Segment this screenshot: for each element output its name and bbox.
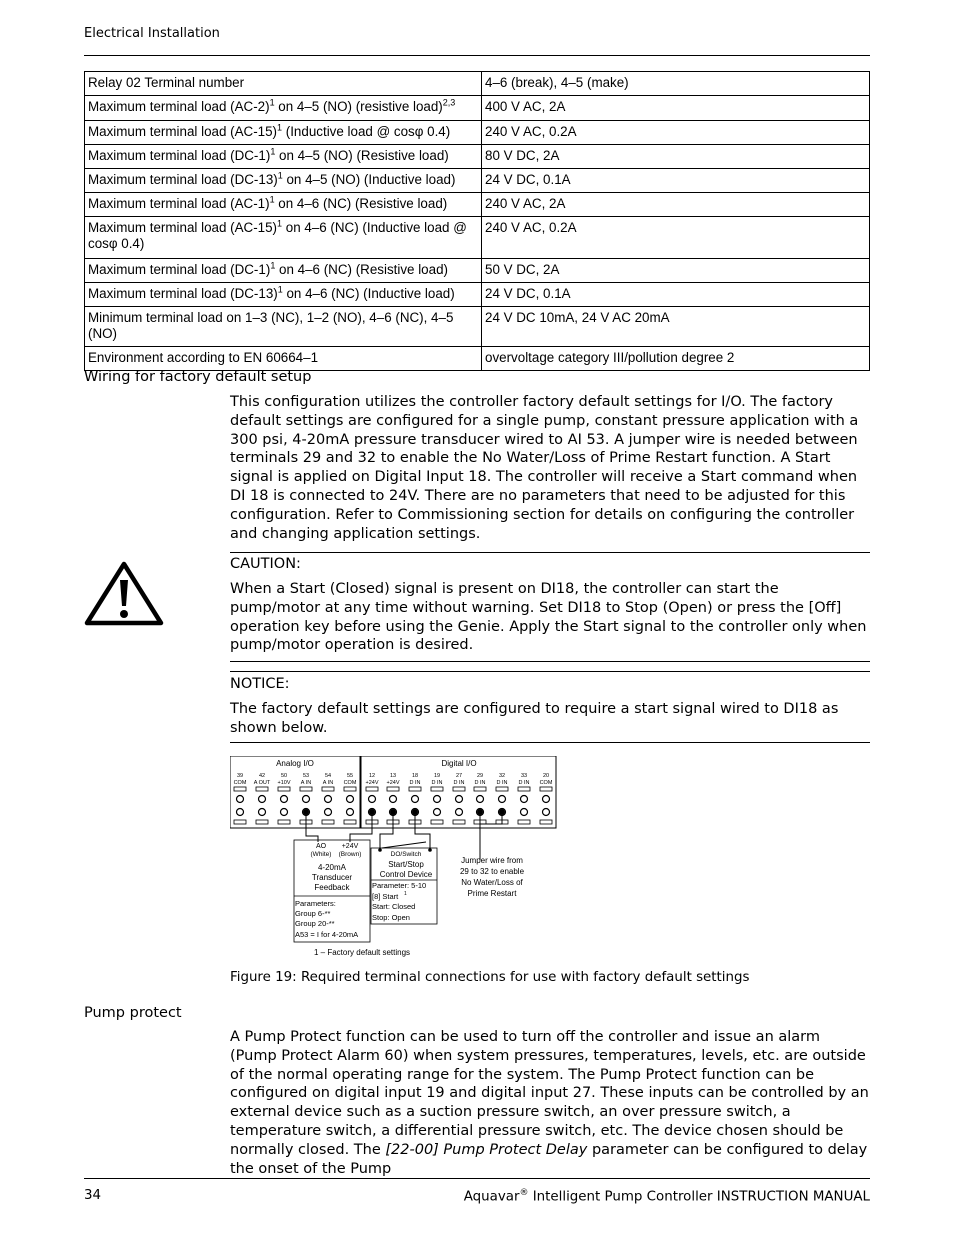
terminal-hole-upper	[369, 796, 376, 803]
terminal-number: 13	[389, 773, 397, 779]
terminal-number: 54	[324, 773, 332, 779]
terminal-function: D IN	[496, 780, 508, 786]
params-line4: A53 = I for 4-20mA	[295, 930, 359, 939]
terminal-number: 50	[280, 773, 288, 779]
terminal-function: +24V	[365, 780, 379, 786]
terminal-function: COM	[343, 780, 357, 786]
spec-parameter: Minimum terminal load on 1–3 (NC), 1–2 (NO), 4–6 (NC), 4–5 (NO)	[85, 307, 482, 347]
switch-line7: Stop: Open	[372, 913, 410, 922]
terminal-hole-lower	[543, 809, 550, 816]
terminal-function: COM	[539, 780, 553, 786]
terminal-hole-lower	[521, 809, 528, 816]
terminal-screw-top	[387, 787, 399, 791]
spec-row	[85, 72, 870, 96]
terminal-hole-upper	[390, 796, 397, 803]
transducer-line3: Feedback	[314, 883, 350, 892]
switch-wire-18	[415, 812, 430, 850]
junction-53	[303, 809, 309, 815]
terminal-hole-upper	[521, 796, 528, 803]
terminal-screw-top	[300, 787, 312, 791]
terminal-hole-upper	[259, 796, 266, 803]
terminal-function: D IN	[453, 780, 465, 786]
registered-mark: ®	[519, 1188, 529, 1198]
terminal-number: 20	[542, 773, 550, 779]
digital-io-title: Digital I/O	[441, 759, 477, 768]
pump-protect-text-a: A Pump Protect function can be used to turn off the controller and issue an alarm (Pump Protect Alarm 60) when system pressures, temperatures, levels, etc. are outside of the normal operating range for the system. The Pump Protect function can be configured on digital input 19 and digital input 27. These inputs can be controlled by an external device such as a suction pressure switch, an over pressure switch, a temperature switch, a differential pressure switch, etc. The device chosen should be normally closed. The	[230, 1029, 869, 1158]
terminal-hole-upper	[412, 796, 419, 803]
spec-row	[85, 217, 870, 259]
terminal-screw-top	[344, 787, 356, 791]
spec-value: 50 V DC, 2A	[482, 259, 870, 283]
terminal-hole-upper	[281, 796, 288, 803]
terminal-function: A IN	[322, 780, 334, 786]
brand-name: Aquavar	[463, 1189, 520, 1205]
spec-row	[85, 145, 870, 169]
spec-parameter: Maximum terminal load $(DC-1)^1$ on 4–6 (NC) (Resistive load)	[85, 259, 482, 283]
terminal-hole-upper	[499, 796, 506, 803]
terminal-hole-upper	[237, 796, 244, 803]
switch-wire-13	[380, 812, 393, 850]
spec-row	[85, 283, 870, 307]
spec-row	[85, 347, 870, 371]
terminal-hole-lower	[237, 809, 244, 816]
terminal-function: A OUT	[253, 780, 271, 786]
switch-line2: Start/Stop	[388, 860, 424, 869]
terminal-number: 18	[411, 773, 419, 779]
jumper-line1: Jumper wire from	[461, 856, 523, 865]
caution-bottom-rule	[230, 661, 870, 662]
terminal-screw-top	[409, 787, 421, 791]
terminal-number: 42	[258, 773, 266, 779]
switch-line4: Parameter: 5-10	[372, 881, 427, 890]
terminal-hole-lower	[325, 809, 332, 816]
terminal-hole-lower	[347, 809, 354, 816]
terminal-screw-top	[474, 787, 486, 791]
terminal-function: COM	[233, 780, 247, 786]
terminal-screw-top	[256, 787, 268, 791]
junction-32	[499, 809, 505, 815]
transducer-line1: 4-20mA	[317, 863, 347, 872]
junction-12	[369, 809, 375, 815]
spec-value: 24 V DC, 0.1A	[482, 169, 870, 193]
ao-wire	[306, 812, 318, 842]
spec-value: 240 V AC, 0.2A	[482, 121, 870, 145]
junction-13	[390, 809, 396, 815]
switch-line1: DO/Switch	[390, 851, 422, 858]
warning-triangle-icon	[84, 560, 164, 630]
jumper-line2: 29 to 32 to enable	[459, 867, 525, 876]
terminal-hole-upper	[456, 796, 463, 803]
spec-value: 4–6 (break), 4–5 (make)	[482, 72, 870, 96]
terminal-number: 19	[433, 773, 441, 779]
terminal-screw-top	[322, 787, 334, 791]
pump-protect-param-ref: [22-00] Pump Protect Delay	[385, 1141, 588, 1158]
header-rule	[84, 55, 870, 56]
terminal-number: 27	[455, 773, 463, 779]
spec-row	[85, 307, 870, 347]
terminal-number: 12	[368, 773, 376, 779]
terminal-screw-top	[496, 787, 508, 791]
terminal-screw-top	[278, 787, 290, 791]
terminal-function: A IN	[300, 780, 312, 786]
wiring-heading: Wiring for factory default setup	[84, 369, 312, 385]
terminal-hole-lower	[281, 809, 288, 816]
figure-caption: Figure 19: Required terminal connections for use with factory default settings	[230, 970, 750, 985]
notice-bottom-rule	[230, 742, 870, 743]
switch-line5-sup: 1	[404, 891, 407, 897]
spec-value: 400 V AC, 2A	[482, 96, 870, 121]
spec-parameter: Maximum terminal load $(DC-1)^1$ on 4–5 (NO) (Resistive load)	[85, 145, 482, 169]
terminal-screw-top	[366, 787, 378, 791]
terminal-function: D IN	[518, 780, 530, 786]
notice-body: The factory default settings are configured to require a start signal wired to DI18 as shown below.	[230, 701, 839, 736]
spec-value: 24 V DC 10mA, 24 V AC 20mA	[482, 307, 870, 347]
params-line2: Group 6-**	[295, 909, 331, 918]
terminal-wiring-figure	[230, 756, 560, 966]
terminal-hole-upper	[347, 796, 354, 803]
notice-label: NOTICE:	[230, 676, 290, 692]
terminal-screw-bottom	[453, 820, 465, 824]
terminal-number: 32	[498, 773, 506, 779]
footer-rule	[84, 1178, 870, 1179]
page-number: 34	[84, 1188, 102, 1203]
terminal-screw-bottom	[518, 820, 530, 824]
terminal-function: D IN	[431, 780, 443, 786]
transducer-ao-color: (White)	[310, 851, 332, 858]
spec-parameter: Maximum terminal load $(DC-13)^1$ on 4–6 (NC) (Inductive load)	[85, 283, 482, 307]
switch-line5: [8] Start	[372, 892, 399, 901]
caution-body: When a Start (Closed) signal is present on DI18, the controller can start the pump/motor at any time without warning. Set DI18 to Stop (Open) or press the [Off] operation key before using the Genie. Apply the Start signal to the controller only when pump/motor operation is desired.	[230, 581, 867, 654]
terminal-screw-top	[540, 787, 552, 791]
switch-line3: Control Device	[379, 870, 433, 879]
spec-parameter: Maximum terminal load $(AC-15)^1$ on 4–6 (NC) (Inductive load @ cosφ 0.4)	[85, 217, 482, 259]
terminal-hole-upper	[303, 796, 310, 803]
terminal-screw-bottom	[234, 820, 246, 824]
params-line3: Group 20-**	[295, 919, 335, 928]
wiring-body: This configuration utilizes the controller factory default settings for I/O. The factory default settings are configured for a single pump, constant pressure application with a 300 psi, 4-20mA pressure transducer wired to AI 53. A jumper wire is needed between terminals 29 and 32 to enable the No Water/Loss of Prime Restart function. A Start signal is applied on Digital Input 18. The controller will receive a Start command when DI 18 is connected to 24V. There are no parameters that need to be adjusted for this configuration. Refer to Commissioning section for details on configuring the controller and changing application settings.	[230, 394, 859, 542]
terminal-number: 55	[346, 773, 354, 779]
terminal-screw-top	[453, 787, 465, 791]
jumper-line3: No Water/Loss of	[461, 878, 523, 887]
terminal-number: 29	[476, 773, 484, 779]
terminal-hole-upper	[434, 796, 441, 803]
terminal-hole-lower	[456, 809, 463, 816]
spec-row	[85, 96, 870, 121]
junction-18	[412, 809, 418, 815]
pump-protect-text-b: parameter can be configured to delay the onset of the Pump	[230, 1141, 868, 1177]
pump-protect-body	[230, 1028, 870, 1178]
terminal-screw-bottom	[431, 820, 443, 824]
terminal-number: 39	[236, 773, 244, 779]
transducer-line2: Transducer	[311, 873, 353, 882]
terminal-screw-bottom	[344, 820, 356, 824]
terminal-function: D IN	[474, 780, 486, 786]
terminal-function: D IN	[409, 780, 421, 786]
spec-row	[85, 259, 870, 283]
spec-row	[85, 193, 870, 217]
manual-title	[464, 1188, 870, 1204]
notice-top-rule	[230, 671, 870, 672]
relay-spec-table	[84, 71, 870, 371]
transducer-plus: +24V	[341, 843, 359, 850]
terminal-hole-upper	[477, 796, 484, 803]
spec-value: 24 V DC, 0.1A	[482, 283, 870, 307]
terminal-screw-top	[518, 787, 530, 791]
analog-io-title: Analog I/O	[276, 759, 314, 768]
spec-value: overvoltage category III/pollution degree 2	[482, 347, 870, 371]
transducer-plus-color: (Brown)	[338, 851, 362, 858]
pump-protect-heading: Pump protect	[84, 1005, 182, 1021]
caution-top-rule	[230, 552, 870, 553]
switch-line6: Start: Closed	[372, 902, 416, 911]
spec-value: 240 V AC, 0.2A	[482, 217, 870, 259]
spec-parameter: Maximum terminal load $(AC-15)^1$ (Inductive load @ cosφ 0.4)	[85, 121, 482, 145]
terminal-hole-lower	[259, 809, 266, 816]
running-header: Electrical Installation	[84, 26, 220, 41]
spec-parameter: Maximum terminal load $(AC-1)^1$ on 4–6 (NC) (Resistive load)	[85, 193, 482, 217]
transducer-ao: AO	[315, 843, 327, 850]
spec-parameter: Maximum terminal load $(AC-2)^1$ on 4–5 (NO) (resistive load)$^{2,3}$	[85, 96, 482, 121]
terminal-screw-bottom	[278, 820, 290, 824]
switch-contact	[382, 842, 426, 848]
terminal-number: 33	[520, 773, 528, 779]
spec-parameter: Environment according to EN 60664–1	[85, 347, 482, 371]
terminal-hole-upper	[325, 796, 332, 803]
spec-row	[85, 121, 870, 145]
junction-29	[477, 809, 483, 815]
spec-parameter: Relay 02 Terminal number	[85, 72, 482, 96]
caution-label: CAUTION:	[230, 556, 301, 572]
terminal-function: +10V	[277, 780, 291, 786]
terminal-screw-bottom	[256, 820, 268, 824]
terminal-function: +24V	[386, 780, 400, 786]
terminal-screw-top	[431, 787, 443, 791]
spec-parameter: Maximum terminal load $(DC-13)^1$ on 4–5 (NO) (Inductive load)	[85, 169, 482, 193]
terminal-screw-bottom	[540, 820, 552, 824]
params-line1: Parameters:	[295, 899, 336, 908]
terminal-number: 53	[302, 773, 310, 779]
figure-footnote: 1 – Factory default settings	[314, 948, 411, 957]
terminal-hole-upper	[543, 796, 550, 803]
manual-title-text: Intelligent Pump Controller INSTRUCTION MANUAL	[528, 1189, 870, 1205]
spec-value: 240 V AC, 2A	[482, 193, 870, 217]
terminal-hole-lower	[434, 809, 441, 816]
spec-value: 80 V DC, 2A	[482, 145, 870, 169]
terminal-screw-top	[234, 787, 246, 791]
jumper-line4: Prime Restart	[467, 889, 517, 898]
spec-row	[85, 169, 870, 193]
terminal-screw-bottom	[322, 820, 334, 824]
